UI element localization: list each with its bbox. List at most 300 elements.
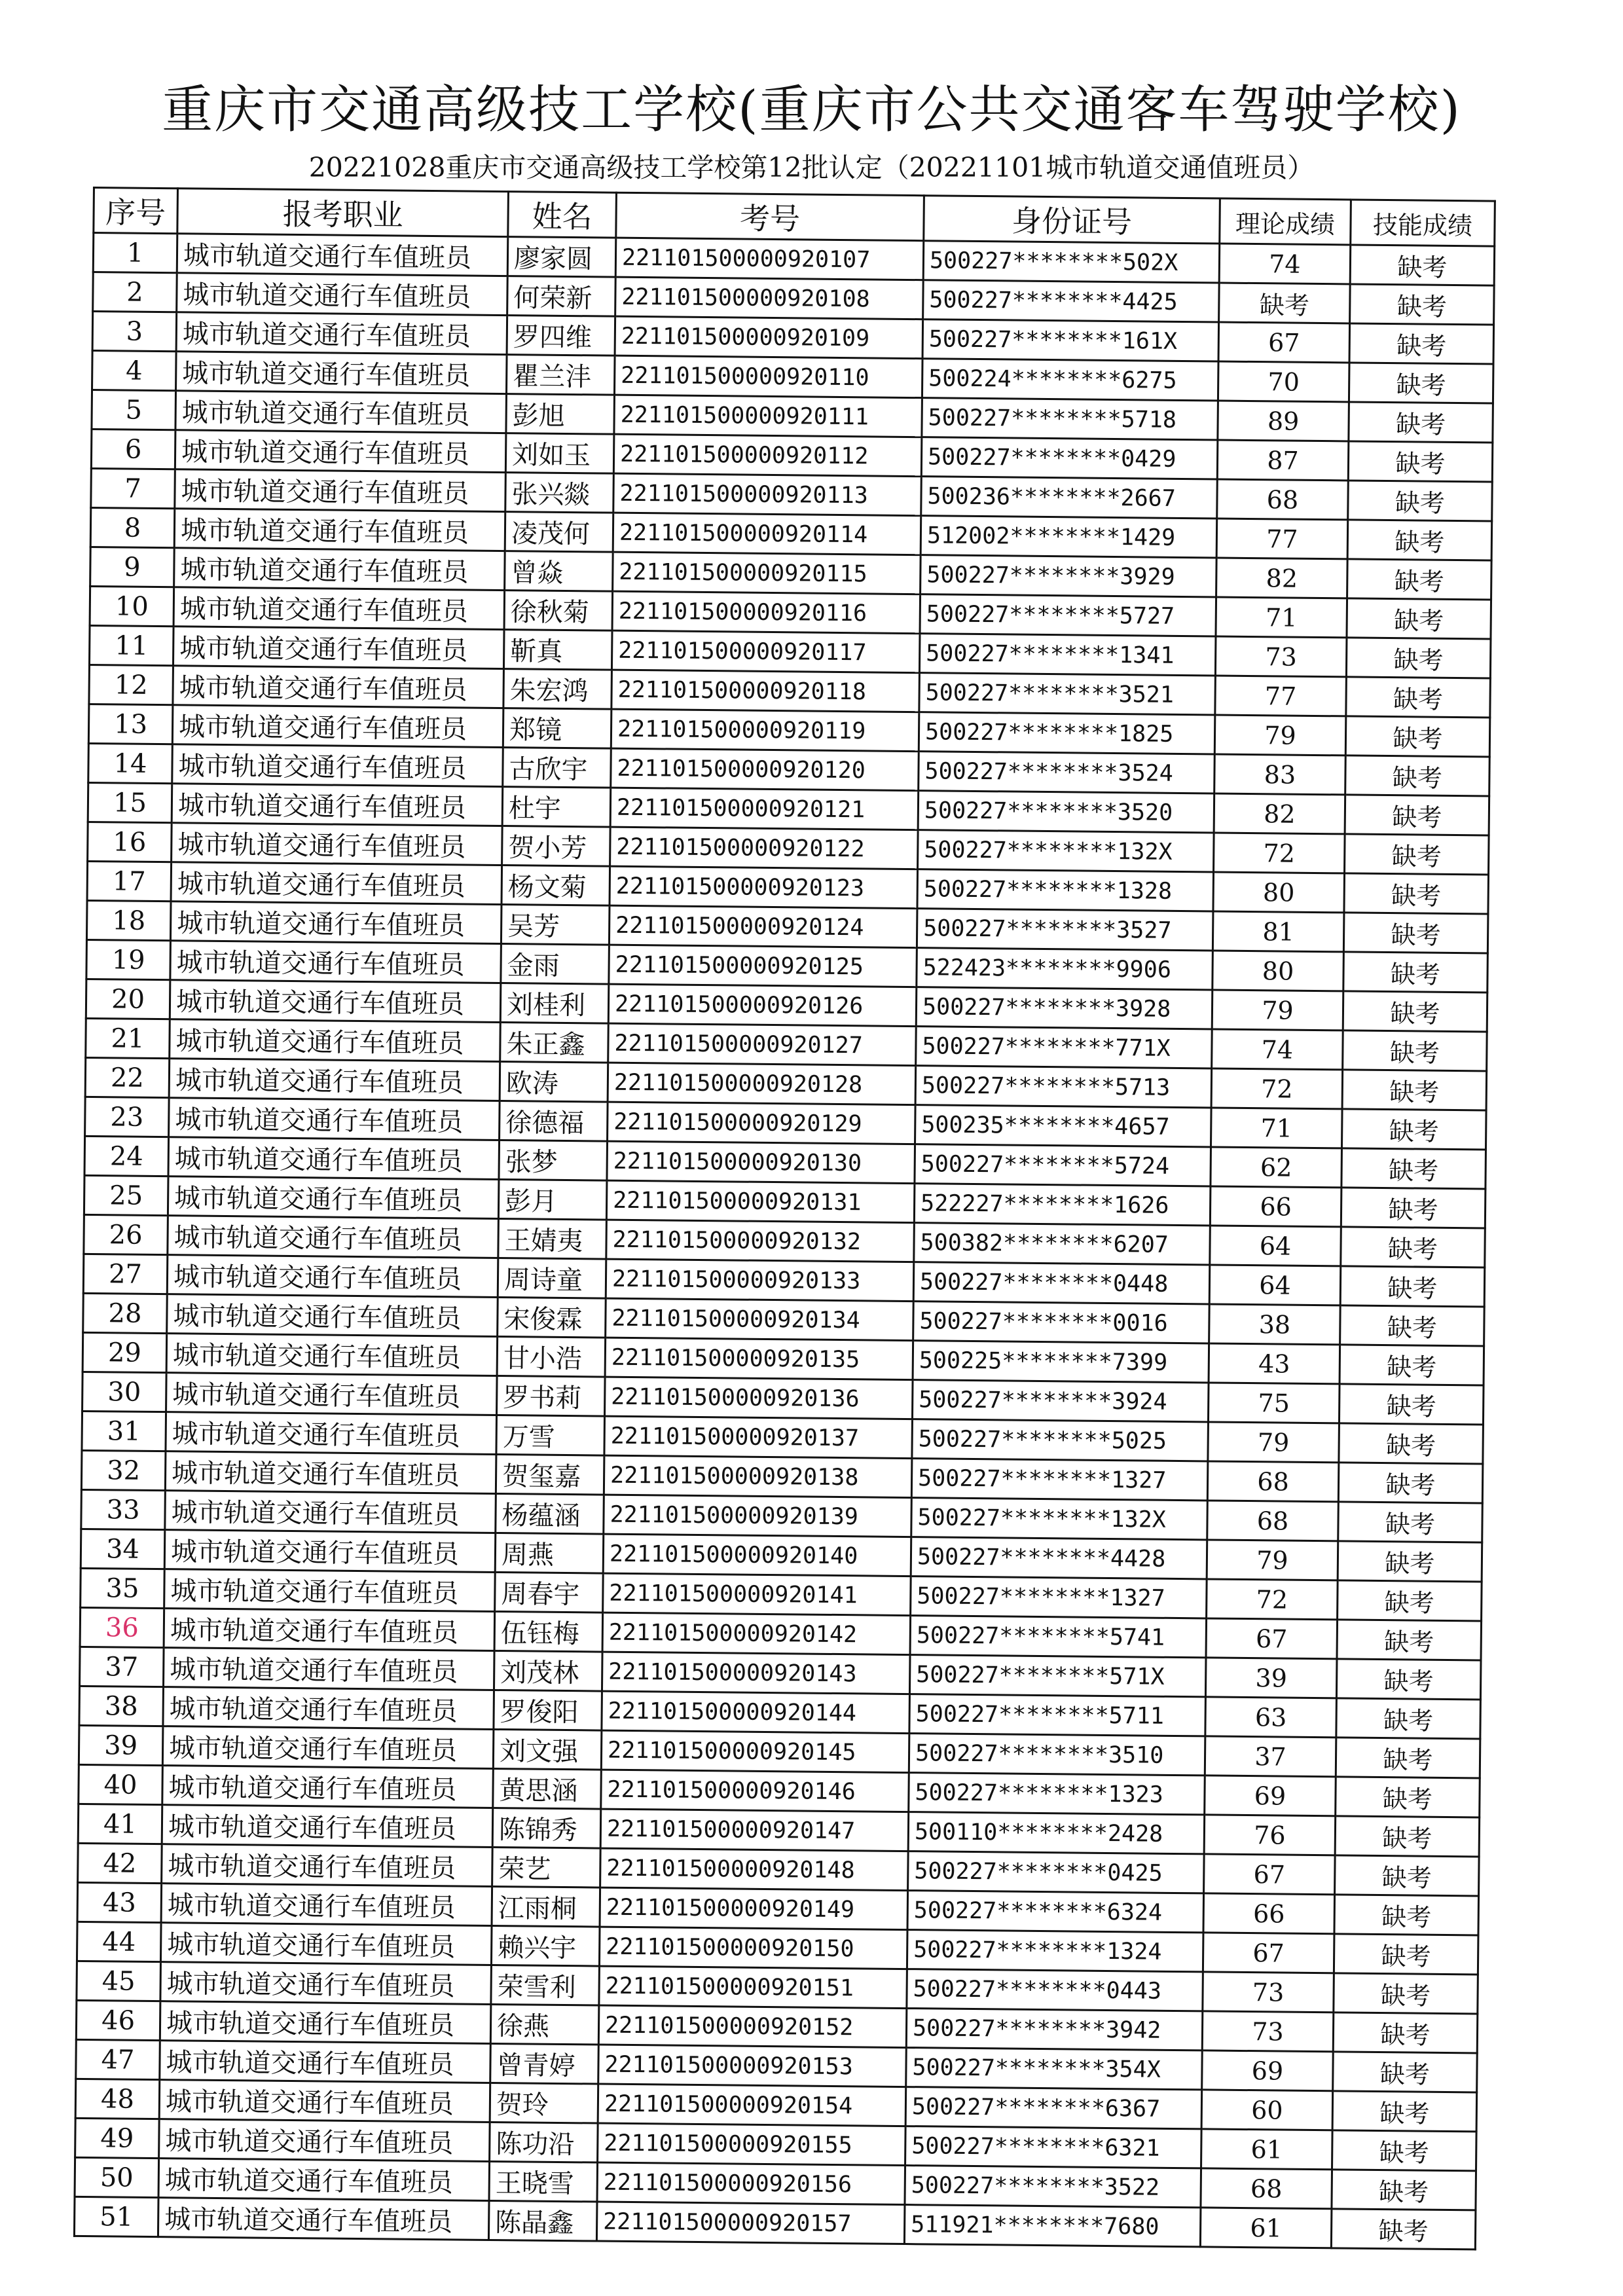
cell-theory: 63: [1205, 1697, 1337, 1738]
cell-skill: 缺考: [1348, 441, 1493, 482]
cell-skill: 缺考: [1350, 245, 1495, 285]
cell-name: 靳真: [503, 630, 612, 670]
cell-exam-no: 221101500000920150: [599, 1927, 907, 1969]
cell-seq: 44: [77, 1922, 161, 1961]
cell-skill: 缺考: [1346, 677, 1491, 718]
cell-seq: 2: [93, 272, 177, 312]
cell-id-no: 500227********1328: [917, 869, 1214, 911]
cell-exam-no: 221101500000920128: [608, 1063, 916, 1105]
cell-job: 城市轨道交通行车值班员: [174, 548, 505, 591]
cell-job: 城市轨道交通行车值班员: [162, 1805, 493, 1848]
cell-id-no: 500227********0016: [913, 1302, 1210, 1343]
cell-job: 城市轨道交通行车值班员: [161, 1884, 492, 1926]
cell-seq: 33: [81, 1489, 166, 1529]
cell-seq: 45: [77, 1961, 161, 2001]
cell-job: 城市轨道交通行车值班员: [170, 980, 501, 1023]
cell-exam-no: 221101500000920117: [611, 630, 920, 673]
cell-job: 城市轨道交通行车值班员: [175, 391, 507, 433]
cell-theory: 61: [1201, 2129, 1333, 2170]
cell-theory: 60: [1201, 2090, 1333, 2130]
cell-theory: 73: [1215, 636, 1347, 677]
cell-theory: 73: [1203, 1972, 1334, 2013]
cell-id-no: 500227********3929: [921, 555, 1217, 597]
cell-skill: 缺考: [1333, 2052, 1478, 2092]
cell-name: 张兴燚: [505, 473, 614, 513]
cell-seq: 25: [84, 1175, 168, 1215]
cell-job: 城市轨道交通行车值班员: [175, 430, 506, 473]
cell-name: 江雨桐: [492, 1886, 600, 1927]
cell-theory: 缺考: [1219, 283, 1351, 323]
cell-name: 金雨: [501, 944, 610, 985]
cell-name: 古欣宇: [503, 748, 611, 788]
cell-job: 城市轨道交通行车值班员: [166, 1334, 498, 1376]
cell-job: 城市轨道交通行车值班员: [177, 234, 508, 276]
cell-seq: 42: [78, 1843, 162, 1883]
cell-name: 陈功沿: [490, 2122, 598, 2162]
cell-seq: 37: [80, 1647, 164, 1686]
cell-name: 欧涛: [500, 1062, 608, 1102]
cell-job: 城市轨道交通行车值班员: [168, 1176, 499, 1219]
cell-name: 伍钰梅: [494, 1611, 603, 1652]
cell-skill: 缺考: [1334, 1973, 1478, 2014]
cell-id-no: 500227********5718: [922, 398, 1218, 440]
cell-id-no: 500227********132X: [918, 830, 1214, 872]
header-name: 姓名: [508, 192, 617, 238]
cell-skill: 缺考: [1341, 1109, 1486, 1150]
cell-exam-no: 221101500000920149: [600, 1887, 908, 1930]
cell-seq: 29: [82, 1332, 167, 1372]
cell-theory: 81: [1213, 911, 1344, 952]
cell-theory: 72: [1211, 1068, 1343, 1109]
cell-id-no: 500227********5713: [915, 1066, 1212, 1108]
cell-seq: 16: [88, 822, 172, 862]
cell-theory: 75: [1208, 1383, 1340, 1423]
cell-theory: 74: [1219, 244, 1351, 284]
cell-exam-no: 221101500000920127: [608, 1023, 917, 1066]
cell-theory: 80: [1213, 951, 1344, 991]
cell-name: 黄思涵: [493, 1768, 602, 1809]
cell-exam-no: 221101500000920111: [614, 395, 922, 437]
cell-job: 城市轨道交通行车值班员: [160, 2001, 491, 2044]
cell-exam-no: 221101500000920153: [598, 2045, 907, 2087]
cell-id-no: 500227********3522: [905, 2166, 1201, 2208]
cell-exam-no: 221101500000920142: [602, 1613, 911, 1655]
cell-exam-no: 221101500000920156: [597, 2162, 905, 2205]
cell-job: 城市轨道交通行车值班员: [165, 1491, 496, 1533]
cell-name: 郑镜: [503, 708, 611, 749]
cell-theory: 67: [1203, 1933, 1334, 1973]
cell-job: 城市轨道交通行车值班员: [158, 2159, 490, 2201]
cell-job: 城市轨道交通行车值班员: [172, 784, 503, 826]
cell-skill: 缺考: [1349, 402, 1493, 443]
cell-id-no: 500227********3521: [919, 673, 1216, 715]
cell-theory: 64: [1209, 1265, 1341, 1305]
header-theory: 理论成绩: [1220, 198, 1351, 245]
cell-exam-no: 221101500000920139: [604, 1495, 912, 1537]
cell-name: 陈锦秀: [492, 1808, 601, 1848]
cell-id-no: 500227********5025: [912, 1419, 1209, 1461]
cell-id-no: 500110********2428: [908, 1812, 1205, 1854]
cell-job: 城市轨道交通行车值班员: [162, 1844, 493, 1887]
cell-theory: 71: [1216, 597, 1347, 638]
cell-seq: 9: [90, 547, 175, 587]
cell-job: 城市轨道交通行车值班员: [164, 1648, 495, 1690]
cell-id-no: 500227********5711: [909, 1694, 1206, 1736]
cell-seq: 35: [81, 1568, 165, 1608]
cell-seq: 27: [83, 1254, 168, 1294]
cell-skill: 缺考: [1339, 1384, 1484, 1425]
cell-name: 贺玺嘉: [496, 1455, 604, 1495]
cell-name: 徐德福: [500, 1101, 608, 1142]
cell-theory: 77: [1215, 676, 1347, 716]
header-skill: 技能成绩: [1351, 200, 1495, 246]
cell-exam-no: 221101500000920137: [604, 1416, 913, 1459]
cell-skill: 缺考: [1346, 638, 1491, 678]
cell-job: 城市轨道交通行车值班员: [160, 1923, 492, 1965]
cell-seq: 20: [86, 979, 170, 1019]
cell-theory: 37: [1205, 1736, 1336, 1777]
cell-skill: 缺考: [1348, 481, 1493, 521]
cell-job: 城市轨道交通行车值班员: [165, 1451, 496, 1494]
cell-theory: 79: [1214, 715, 1346, 756]
cell-seq: 4: [92, 351, 177, 391]
cell-seq: 28: [83, 1293, 168, 1333]
cell-seq: 12: [89, 665, 173, 704]
cell-seq: 26: [84, 1214, 168, 1254]
cell-seq: 15: [88, 782, 172, 822]
cell-name: 陈晶鑫: [488, 2200, 597, 2241]
cell-theory: 77: [1216, 519, 1348, 559]
cell-exam-no: 221101500000920131: [606, 1180, 915, 1223]
cell-id-no: 500235********4657: [915, 1105, 1212, 1147]
cell-job: 城市轨道交通行车值班员: [169, 1098, 500, 1140]
cell-id-no: 500236********2667: [921, 477, 1218, 519]
cell-seq: 40: [79, 1764, 163, 1804]
cell-seq: 17: [87, 861, 172, 901]
cell-exam-no: 221101500000920123: [610, 866, 918, 909]
cell-id-no: 500227********4428: [911, 1537, 1207, 1579]
cell-name: 朱宏鸿: [503, 669, 612, 710]
header-seq: 序号: [94, 188, 178, 234]
cell-theory: 79: [1207, 1540, 1338, 1580]
cell-seq: 49: [75, 2118, 160, 2158]
cell-theory: 64: [1210, 1226, 1341, 1266]
cell-skill: 缺考: [1339, 1423, 1484, 1464]
cell-skill: 缺考: [1332, 2170, 1476, 2210]
header-id-no: 身份证号: [924, 196, 1220, 244]
cell-skill: 缺考: [1341, 1148, 1486, 1189]
cell-name: 凌茂何: [505, 512, 613, 553]
cell-theory: 66: [1210, 1186, 1341, 1227]
cell-theory: 74: [1212, 1029, 1343, 1070]
cell-exam-no: 221101500000920146: [601, 1770, 909, 1812]
cell-job: 城市轨道交通行车值班员: [173, 666, 504, 708]
cell-id-no: 500227********1324: [907, 1930, 1203, 1972]
cell-exam-no: 221101500000920121: [610, 788, 919, 830]
cell-name: 何荣新: [507, 276, 616, 317]
cell-theory: 61: [1200, 2208, 1332, 2248]
cell-exam-no: 221101500000920109: [615, 316, 923, 359]
cell-id-no: 500227********5724: [915, 1144, 1211, 1186]
cell-name: 瞿兰沣: [506, 355, 615, 395]
cell-id-no: 500227********502X: [923, 241, 1220, 283]
cell-job: 城市轨道交通行车值班员: [170, 1019, 501, 1062]
cell-theory: 80: [1213, 872, 1345, 913]
cell-skill: 缺考: [1334, 1895, 1479, 1935]
cell-theory: 67: [1218, 322, 1350, 363]
cell-exam-no: 221101500000920148: [600, 1848, 909, 1891]
cell-seq: 39: [79, 1725, 163, 1765]
cell-theory: 68: [1207, 1501, 1339, 1541]
cell-skill: 缺考: [1343, 991, 1487, 1032]
cell-theory: 38: [1209, 1304, 1341, 1345]
cell-theory: 68: [1217, 479, 1349, 520]
cell-theory: 68: [1207, 1461, 1339, 1502]
cell-id-no: 500227********1323: [909, 1773, 1205, 1815]
cell-name: 万雪: [496, 1415, 605, 1456]
cell-id-no: 500382********6207: [914, 1223, 1211, 1265]
cell-skill: 缺考: [1336, 1738, 1480, 1778]
cell-name: 贺玲: [490, 2083, 598, 2123]
cell-exam-no: 221101500000920118: [611, 670, 920, 712]
cell-name: 赖兴宇: [491, 1925, 600, 1966]
cell-id-no: 500227********161X: [922, 319, 1219, 361]
cell-job: 城市轨道交通行车值班员: [168, 1137, 500, 1180]
cell-name: 张梦: [499, 1140, 608, 1181]
cell-name: 宋俊霖: [498, 1298, 606, 1338]
cell-job: 城市轨道交通行车值班员: [159, 2119, 490, 2162]
cell-exam-no: 221101500000920133: [606, 1259, 914, 1302]
cell-exam-no: 221101500000920132: [606, 1220, 915, 1262]
cell-seq: 51: [74, 2196, 158, 2236]
cell-id-no: 500225********7399: [913, 1341, 1209, 1383]
cell-id-no: 500227********0425: [908, 1851, 1205, 1893]
cell-skill: 缺考: [1345, 756, 1490, 796]
cell-exam-no: 221101500000920108: [615, 277, 924, 319]
cell-seq: 10: [90, 586, 174, 626]
cell-skill: 缺考: [1331, 2209, 1476, 2250]
cell-job: 城市轨道交通行车值班员: [176, 352, 507, 394]
cell-job: 城市轨道交通行车值班员: [171, 862, 502, 905]
cell-id-no: 500227********1825: [919, 712, 1215, 754]
cell-skill: 缺考: [1338, 1580, 1482, 1621]
cell-theory: 82: [1216, 558, 1348, 598]
cell-name: 刘文强: [493, 1729, 602, 1770]
cell-seq: 23: [85, 1097, 170, 1137]
cell-seq: 18: [86, 900, 171, 940]
cell-job: 城市轨道交通行车值班员: [164, 1569, 496, 1612]
cell-seq: 47: [76, 2039, 160, 2079]
cell-id-no: 500227********3510: [909, 1734, 1205, 1776]
cell-job: 城市轨道交通行车值班员: [160, 1962, 492, 2005]
cell-theory: 82: [1214, 793, 1345, 834]
cell-theory: 70: [1218, 361, 1349, 402]
cell-id-no: 500227********354X: [906, 2048, 1203, 2090]
cell-theory: 79: [1212, 990, 1343, 1030]
cell-exam-no: 221101500000920110: [614, 355, 922, 398]
cell-id-no: 500227********3928: [916, 987, 1213, 1029]
cell-job: 城市轨道交通行车值班员: [164, 1530, 496, 1573]
cell-exam-no: 221101500000920145: [601, 1730, 909, 1773]
cell-theory: 89: [1218, 401, 1349, 441]
cell-job: 城市轨道交通行车值班员: [160, 2041, 491, 2083]
cell-theory: 67: [1206, 1618, 1338, 1659]
cell-theory: 39: [1205, 1658, 1337, 1698]
cell-exam-no: 221101500000920136: [605, 1377, 913, 1419]
cell-exam-no: 221101500000920126: [608, 984, 917, 1027]
cell-id-no: 500224********6275: [922, 359, 1218, 401]
cell-exam-no: 221101500000920152: [598, 2005, 907, 2048]
cell-name: 曾焱: [505, 551, 613, 592]
cell-name: 周燕: [495, 1533, 604, 1573]
cell-theory: 66: [1203, 1893, 1335, 1934]
cell-job: 城市轨道交通行车值班员: [158, 2198, 489, 2240]
cell-skill: 缺考: [1338, 1463, 1483, 1503]
cell-job: 城市轨道交通行车值班员: [159, 2080, 490, 2123]
cell-job: 城市轨道交通行车值班员: [168, 1216, 499, 1258]
cell-name: 彭月: [498, 1180, 607, 1220]
cell-name: 罗俊阳: [494, 1690, 602, 1730]
cell-job: 城市轨道交通行车值班员: [176, 312, 507, 355]
cell-id-no: 500227********4425: [923, 280, 1220, 322]
cell-id-no: 500227********0443: [907, 1969, 1203, 2011]
cell-id-no: 500227********1327: [911, 1459, 1208, 1501]
cell-skill: 缺考: [1338, 1541, 1482, 1582]
cell-skill: 缺考: [1332, 2091, 1477, 2132]
cell-exam-no: 221101500000920144: [602, 1691, 910, 1734]
cell-id-no: 500227********571X: [909, 1655, 1206, 1697]
cell-skill: 缺考: [1345, 834, 1489, 875]
cell-name: 王婧夷: [498, 1219, 607, 1260]
cell-name: 廖家圆: [507, 237, 616, 278]
cell-exam-no: 221101500000920130: [607, 1141, 915, 1184]
document-title: 重庆市交通高级技工学校(重庆市公共交通客车驾驶学校): [162, 81, 1461, 139]
cell-seq: 46: [76, 2000, 160, 2040]
cell-skill: 缺考: [1335, 1816, 1480, 1857]
cell-id-no: 522423********9906: [917, 948, 1213, 990]
cell-id-no: 500227********3527: [917, 909, 1213, 951]
cell-job: 城市轨道交通行车值班员: [169, 1059, 500, 1101]
cell-name: 甘小浩: [497, 1337, 606, 1377]
cell-id-no: 500227********5741: [910, 1616, 1207, 1658]
cell-exam-no: 221101500000920107: [615, 238, 924, 280]
cell-name: 杨蕴涵: [496, 1493, 604, 1534]
cell-theory: 73: [1202, 2011, 1334, 2052]
cell-exam-no: 221101500000920115: [613, 552, 921, 594]
cell-exam-no: 221101500000920154: [598, 2084, 906, 2126]
cell-job: 城市轨道交通行车值班员: [172, 705, 503, 748]
cell-job: 城市轨道交通行车值班员: [172, 823, 503, 866]
cell-seq: 41: [78, 1804, 162, 1844]
header-exam-no: 考号: [616, 192, 924, 241]
cell-job: 城市轨道交通行车值班员: [174, 509, 505, 551]
cell-job: 城市轨道交通行车值班员: [166, 1412, 497, 1455]
cell-exam-no: 221101500000920122: [610, 827, 919, 869]
document-subtitle: 20221028重庆市交通高级技工学校第12批认定（20221101城市轨道交通值班员）: [308, 152, 1315, 183]
cell-theory: 72: [1214, 833, 1345, 873]
cell-seq: 3: [92, 312, 177, 352]
cell-exam-no: 221101500000920113: [613, 473, 922, 516]
cell-exam-no: 221101500000920151: [599, 1966, 907, 2009]
score-table: [73, 187, 1496, 2250]
cell-job: 城市轨道交通行车值班员: [175, 469, 506, 512]
cell-exam-no: 221101500000920157: [596, 2202, 905, 2244]
cell-exam-no: 221101500000920143: [602, 1652, 910, 1694]
cell-exam-no: 221101500000920140: [603, 1534, 911, 1576]
cell-seq: 30: [82, 1372, 167, 1412]
cell-id-no: 512002********1429: [921, 516, 1217, 558]
cell-theory: 83: [1214, 754, 1346, 795]
cell-skill: 缺考: [1340, 1305, 1485, 1346]
cell-name: 罗书莉: [497, 1376, 606, 1417]
cell-theory: 68: [1201, 2168, 1332, 2209]
cell-id-no: 522227********1626: [914, 1184, 1211, 1226]
cell-theory: 69: [1205, 1776, 1336, 1816]
cell-name: 贺小芳: [502, 826, 611, 867]
cell-job: 城市轨道交通行车值班员: [162, 1726, 494, 1769]
cell-job: 城市轨道交通行车值班员: [166, 1373, 498, 1415]
cell-skill: 缺考: [1336, 1659, 1481, 1700]
cell-exam-no: 221101500000920155: [598, 2123, 906, 2166]
cell-id-no: 500227********0448: [913, 1262, 1210, 1304]
cell-id-no: 500227********5727: [920, 594, 1216, 636]
cell-skill: 缺考: [1341, 1227, 1486, 1267]
cell-seq: 31: [82, 1411, 166, 1451]
cell-exam-no: 221101500000920112: [613, 434, 922, 477]
cell-seq: 22: [85, 1057, 170, 1097]
cell-theory: 79: [1208, 1422, 1340, 1463]
cell-id-no: 500227********3520: [918, 791, 1214, 833]
cell-seq: 36: [80, 1607, 164, 1647]
cell-name: 刘桂利: [500, 983, 609, 1024]
cell-seq: 8: [90, 507, 175, 547]
cell-name: 杨文菊: [501, 866, 610, 906]
cell-exam-no: 221101500000920120: [611, 748, 919, 791]
cell-seq: 38: [79, 1686, 164, 1726]
cell-id-no: 500227********6367: [905, 2087, 1202, 2129]
cell-seq: 7: [91, 468, 175, 508]
cell-skill: 缺考: [1347, 559, 1492, 600]
cell-name: 周春宇: [495, 1572, 604, 1613]
cell-seq: 21: [86, 1018, 170, 1058]
header-job: 报考职业: [177, 189, 509, 237]
cell-exam-no: 221101500000920124: [609, 905, 917, 948]
cell-seq: 48: [75, 2079, 160, 2119]
cell-seq: 34: [81, 1529, 165, 1569]
cell-skill: 缺考: [1333, 2013, 1478, 2053]
cell-theory: 67: [1204, 1854, 1336, 1895]
cell-name: 曾青婷: [490, 2043, 599, 2084]
cell-skill: 缺考: [1342, 1070, 1487, 1110]
cell-exam-no: 221101500000920114: [613, 513, 921, 555]
cell-theory: 76: [1204, 1815, 1336, 1855]
cell-seq: 1: [93, 233, 177, 273]
cell-job: 城市轨道交通行车值班员: [177, 273, 508, 316]
cell-id-no: 500227********1341: [919, 634, 1216, 676]
cell-skill: 缺考: [1336, 1698, 1481, 1739]
cell-skill: 缺考: [1332, 2130, 1477, 2171]
cell-theory: 72: [1207, 1579, 1338, 1620]
cell-theory: 87: [1217, 440, 1349, 481]
cell-exam-no: 221101500000920141: [603, 1573, 911, 1616]
cell-skill: 缺考: [1349, 363, 1493, 403]
cell-name: 吴芳: [501, 905, 610, 945]
cell-job: 城市轨道交通行车值班员: [170, 941, 501, 983]
cell-exam-no: 221101500000920147: [600, 1809, 909, 1851]
cell-theory: 69: [1202, 2050, 1334, 2091]
cell-id-no: 500227********1327: [911, 1576, 1207, 1618]
cell-name: 荣雪利: [491, 1965, 600, 2005]
